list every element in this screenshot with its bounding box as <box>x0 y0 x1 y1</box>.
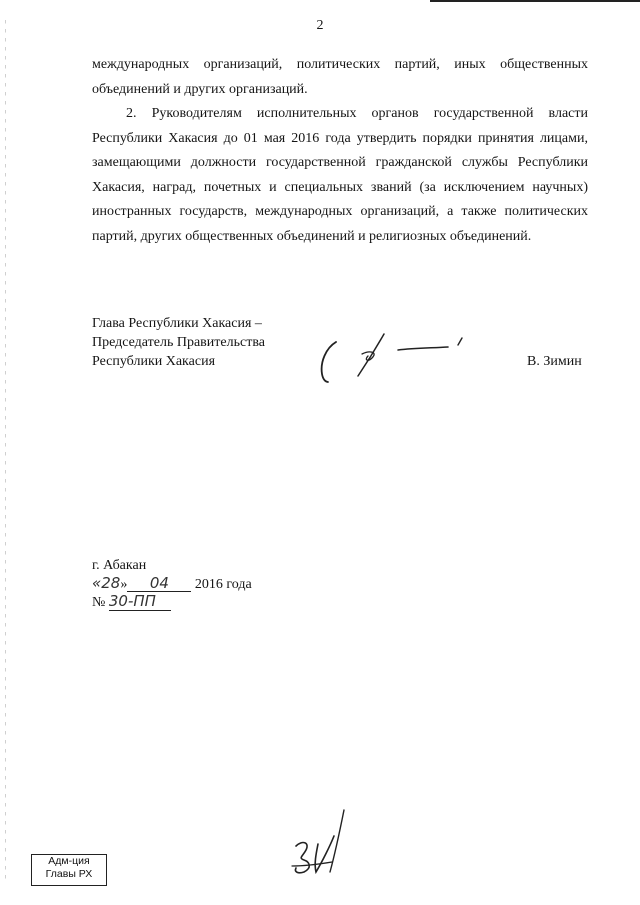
stamp-line: Главы РХ <box>45 868 93 880</box>
date-line <box>92 575 252 594</box>
number-line <box>92 593 252 612</box>
city-line: г. Абакан <box>92 558 147 573</box>
signatory-title-line: Глава Республики Хакасия – <box>92 316 262 331</box>
signatory-title-line: Председатель Правительства <box>92 335 265 350</box>
handwritten-signature <box>314 324 484 394</box>
stamp-line: Адм-ция <box>48 855 90 867</box>
scan-margin-artifact <box>5 20 6 880</box>
paragraph-continuation: международных организаций, политических партий, иных общественных объединений и других организаций. <box>92 57 588 97</box>
handwritten-initials <box>286 806 356 878</box>
registry-stamp <box>31 854 107 886</box>
date-quote-close: » <box>120 576 128 592</box>
date-quote-open: « <box>92 573 102 592</box>
signatory-name: В. Зимин <box>527 354 582 369</box>
date-year: 2016 года <box>194 576 252 592</box>
place-and-date <box>92 558 252 612</box>
scan-edge-line <box>430 0 640 2</box>
date-month: 04 <box>127 575 191 593</box>
paragraph-item-2: 2. Руководителям исполнительных органов государственной власти Республики Хакасия до 01 мая 2016 года утвердить порядки принятия лицами, замещающими должности государственной гражданской службы Республики Хакасия, наград, почетных и специальных званий (за исключением научных) иностранных государств, международных организаций, а также политических партий, других общественных объединений и религиозных объединений. <box>92 106 588 244</box>
document-body <box>92 53 588 249</box>
signatory-title-line: Республики Хакасия <box>92 354 216 369</box>
page-number: 2 <box>316 18 324 33</box>
signatory-title <box>92 314 265 371</box>
document-number: 30-ПП <box>109 593 171 611</box>
date-day: 28 <box>101 573 121 592</box>
number-prefix: № <box>92 595 106 610</box>
